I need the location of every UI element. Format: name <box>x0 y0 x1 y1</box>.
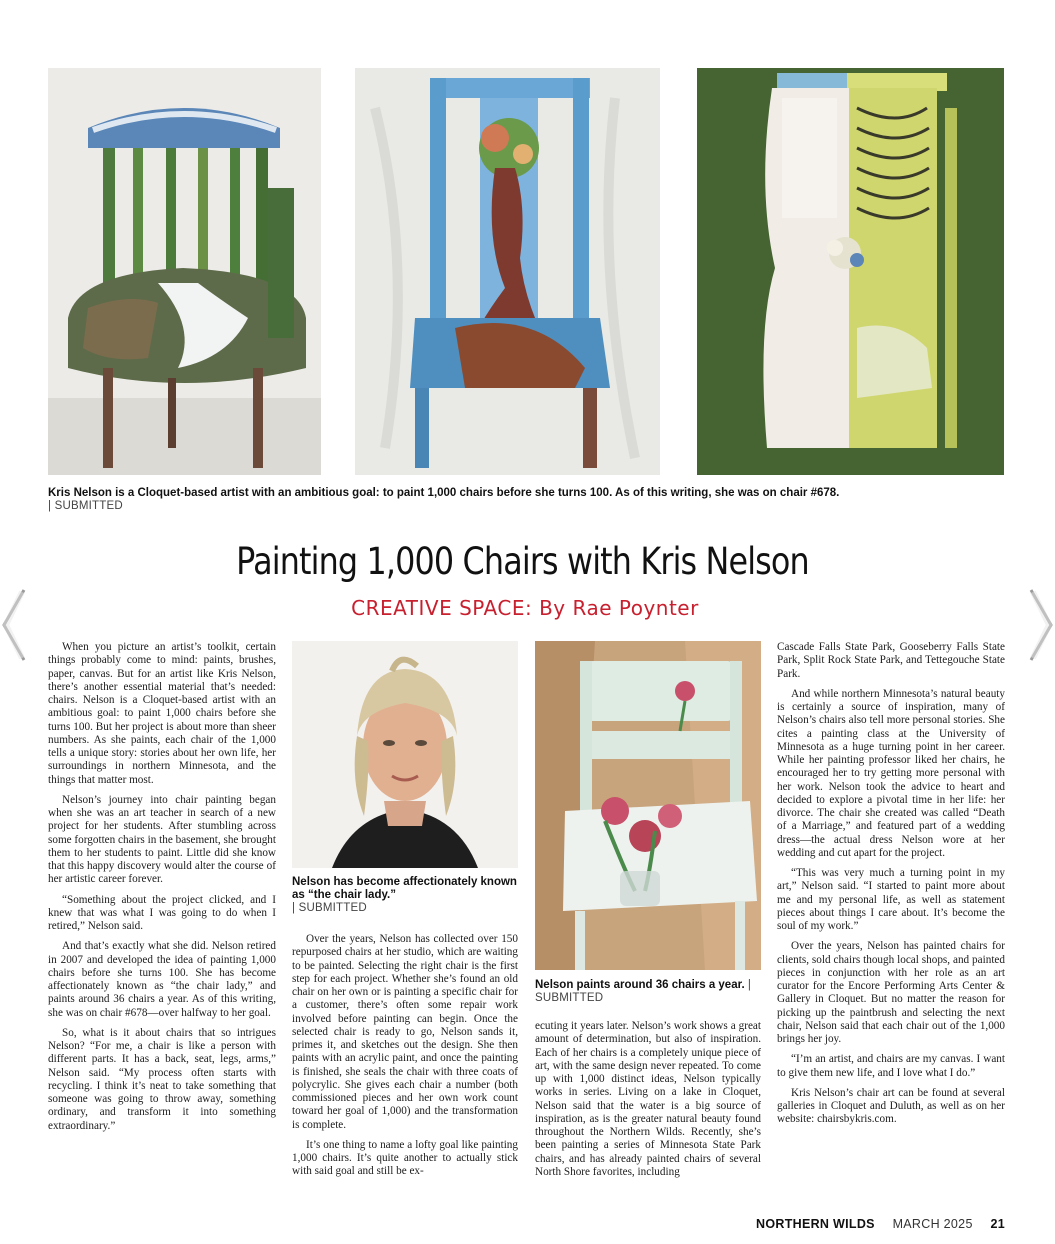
portrait-caption-credit: | SUBMITTED <box>292 902 367 914</box>
article-column-3 <box>535 1020 761 1179</box>
paragraph: “I’m an artist, and chairs are my canvas. I want to give them new life, and I love what I do.” <box>777 1053 1005 1079</box>
page-number: 21 <box>990 1217 1005 1231</box>
portrait-caption <box>292 876 518 915</box>
next-page-icon[interactable] <box>1029 580 1055 670</box>
publication-name: NORTHERN WILDS <box>756 1217 875 1231</box>
paragraph: Over the years, Nelson has collected over 150 repurposed chairs at her studio, which are waiting to be painted. Selecting the right chair is the first step for each project. Whether she’s found an old chair on her own or is painting a specific chair for a customer, there’s often some repair work involved before painting can begin. Once the selected chair is ready to go, Nelson sands it, primes it, and sketches out the design. She then paints with an acrylic paint, and once the painting is finished, she seals the chair with three coats of polycrylic. She gives each chair a number (both commissioned pieces and her own work count toward her goal of 1,000) and the transformation is complete. <box>292 933 518 1131</box>
paragraph: Kris Nelson’s chair art can be found at several galleries in Cloquet and Duluth, as well as on her website: chairsbykris.com. <box>777 1086 1005 1126</box>
paragraph: And while northern Minnesota’s natural beauty is certainly a source of inspiration, many of Nelson’s chairs also tell more personal stories. She cites a painting class at the University of Minnesota as a huge turning point in her career. While her painting professor liked her chairs, he encouraged her to try getting more personal with her work. Nelson took the advice to heart and decided to explore a pivotal time in her life: her divorce. The chair she created was called “Death of a Marriage,” and featured part of a wedding dress—the actual dress Nelson wore at her wedding and cut apart for the project. <box>777 687 1005 859</box>
paragraph: ecuting it years later. Nelson’s work shows a great amount of determination, but also of inspiration. Each of her chairs is a completely unique piece of art, with the same design never repeated. To come up with 1,000 distinct ideas, Nelson typically works in series. Living on a lake in Cloquet, Nelson said that the water is a big source of inspiration, as is the greater natural beauty found throughout the Northern Wilds. Recently, she’s been painting a series of Minnesota State Park chairs, and has already painted chairs of several North Shore favorites, including <box>535 1020 761 1178</box>
prev-page-icon[interactable] <box>0 580 26 670</box>
paragraph: And that’s exactly what she did. Nelson retired in 2007 and developed the idea of painting 1,000 chairs before she turns 100. She has become affectionately known as “the chair lady,” and paints around 36 chairs a year. As of this writing, she was on chair #678—over halfway to her goal. <box>48 940 276 1019</box>
photo-portrait-kris-nelson <box>292 641 518 868</box>
chair-caption <box>535 979 761 1005</box>
page-footer <box>756 1217 1005 1231</box>
chair-caption-credit: | SUBMITTED <box>535 979 752 1004</box>
issue-date: MARCH 2025 <box>892 1217 973 1231</box>
paragraph: Cascade Falls State Park, Gooseberry Falls State Park, Split Rock State Park, and Tettegouche State Park. <box>777 641 1005 680</box>
paragraph: So, what is it about chairs that so intrigues Nelson? “For me, a chair is like a person with different parts. It has a back, seat, legs, arms,” Nelson said. “My process often starts with recycling. I think it’s neat to take something that someone was going to throw away, something ordinary, and transform it into something extraordinary.” <box>48 1026 276 1132</box>
article-subhead: CREATIVE SPACE: By Rae Poynter <box>351 596 699 620</box>
article-headline: Painting 1,000 Chairs with Kris Nelson <box>236 540 809 583</box>
paragraph: “This was very much a turning point in my art,” Nelson said. “I started to paint more about me and my personal life, as well as statement pieces about things I care about. It’s become the soul of my work.” <box>777 867 1005 932</box>
top-caption-text: Kris Nelson is a Cloquet-based artist with an ambitious goal: to paint 1,000 chairs before she turns 100. As of this writing, she was on chair #678. <box>48 487 840 499</box>
top-caption-credit: | SUBMITTED <box>48 500 123 512</box>
photo-tree-chair <box>355 68 660 475</box>
chair-caption-text: Nelson paints around 36 chairs a year. <box>535 979 745 991</box>
paragraph: “Something about the project clicked, and I knew that was what I was going to do when I retired,” Nelson said. <box>48 893 276 932</box>
paragraph: When you picture an artist’s toolkit, certain things probably come to mind: paints, brushes, paper, canvas. But for an artist like Kris Nelson, there’s another essential material that’s needed: chairs. Nelson is a Cloquet-based artist with an ambitious goal: to paint 1,000 chairs before she turns 100. But her project is about more than sheer numbers. As she paints, each chair of the 1,000 tells a unique story: stories about her own life, her surroundings in northern Minnesota, and the things that matter most. <box>48 641 276 786</box>
article-column-4 <box>777 641 1005 1127</box>
photo-floral-chair <box>535 641 761 970</box>
paragraph: It’s one thing to name a lofty goal like painting 1,000 chairs. It’s quite another to actually stick with said goal and still be ex- <box>292 1138 518 1178</box>
paragraph: Over the years, Nelson has painted chairs for clients, sold chairs though local shops, and painted pieces in conjunction with her role as an art curator for the Encore Performing Arts Center & Gallery in Cloquet. But no matter the reason for picking up the paintbrush and selecting the next chair, Nelson said that each chair out of the 1,000 brings her joy. <box>777 940 1005 1045</box>
article-column-1 <box>48 641 276 1133</box>
photo-wedding-dress-chair <box>697 68 1004 475</box>
photo-waterfall-chair <box>48 68 321 475</box>
paragraph: Nelson’s journey into chair painting began when she was an art teacher in search of a new project for her students. After stumbling across some forgotten chairs in the basement, she brought them to her students to paint. Little did she know that this happy discovery would alter the course of her artistic career forever. <box>48 793 276 886</box>
top-photo-caption <box>48 487 1008 513</box>
article-column-2 <box>292 933 518 1179</box>
portrait-caption-text: Nelson has become affectionately known as “the chair lady.” <box>292 876 517 901</box>
